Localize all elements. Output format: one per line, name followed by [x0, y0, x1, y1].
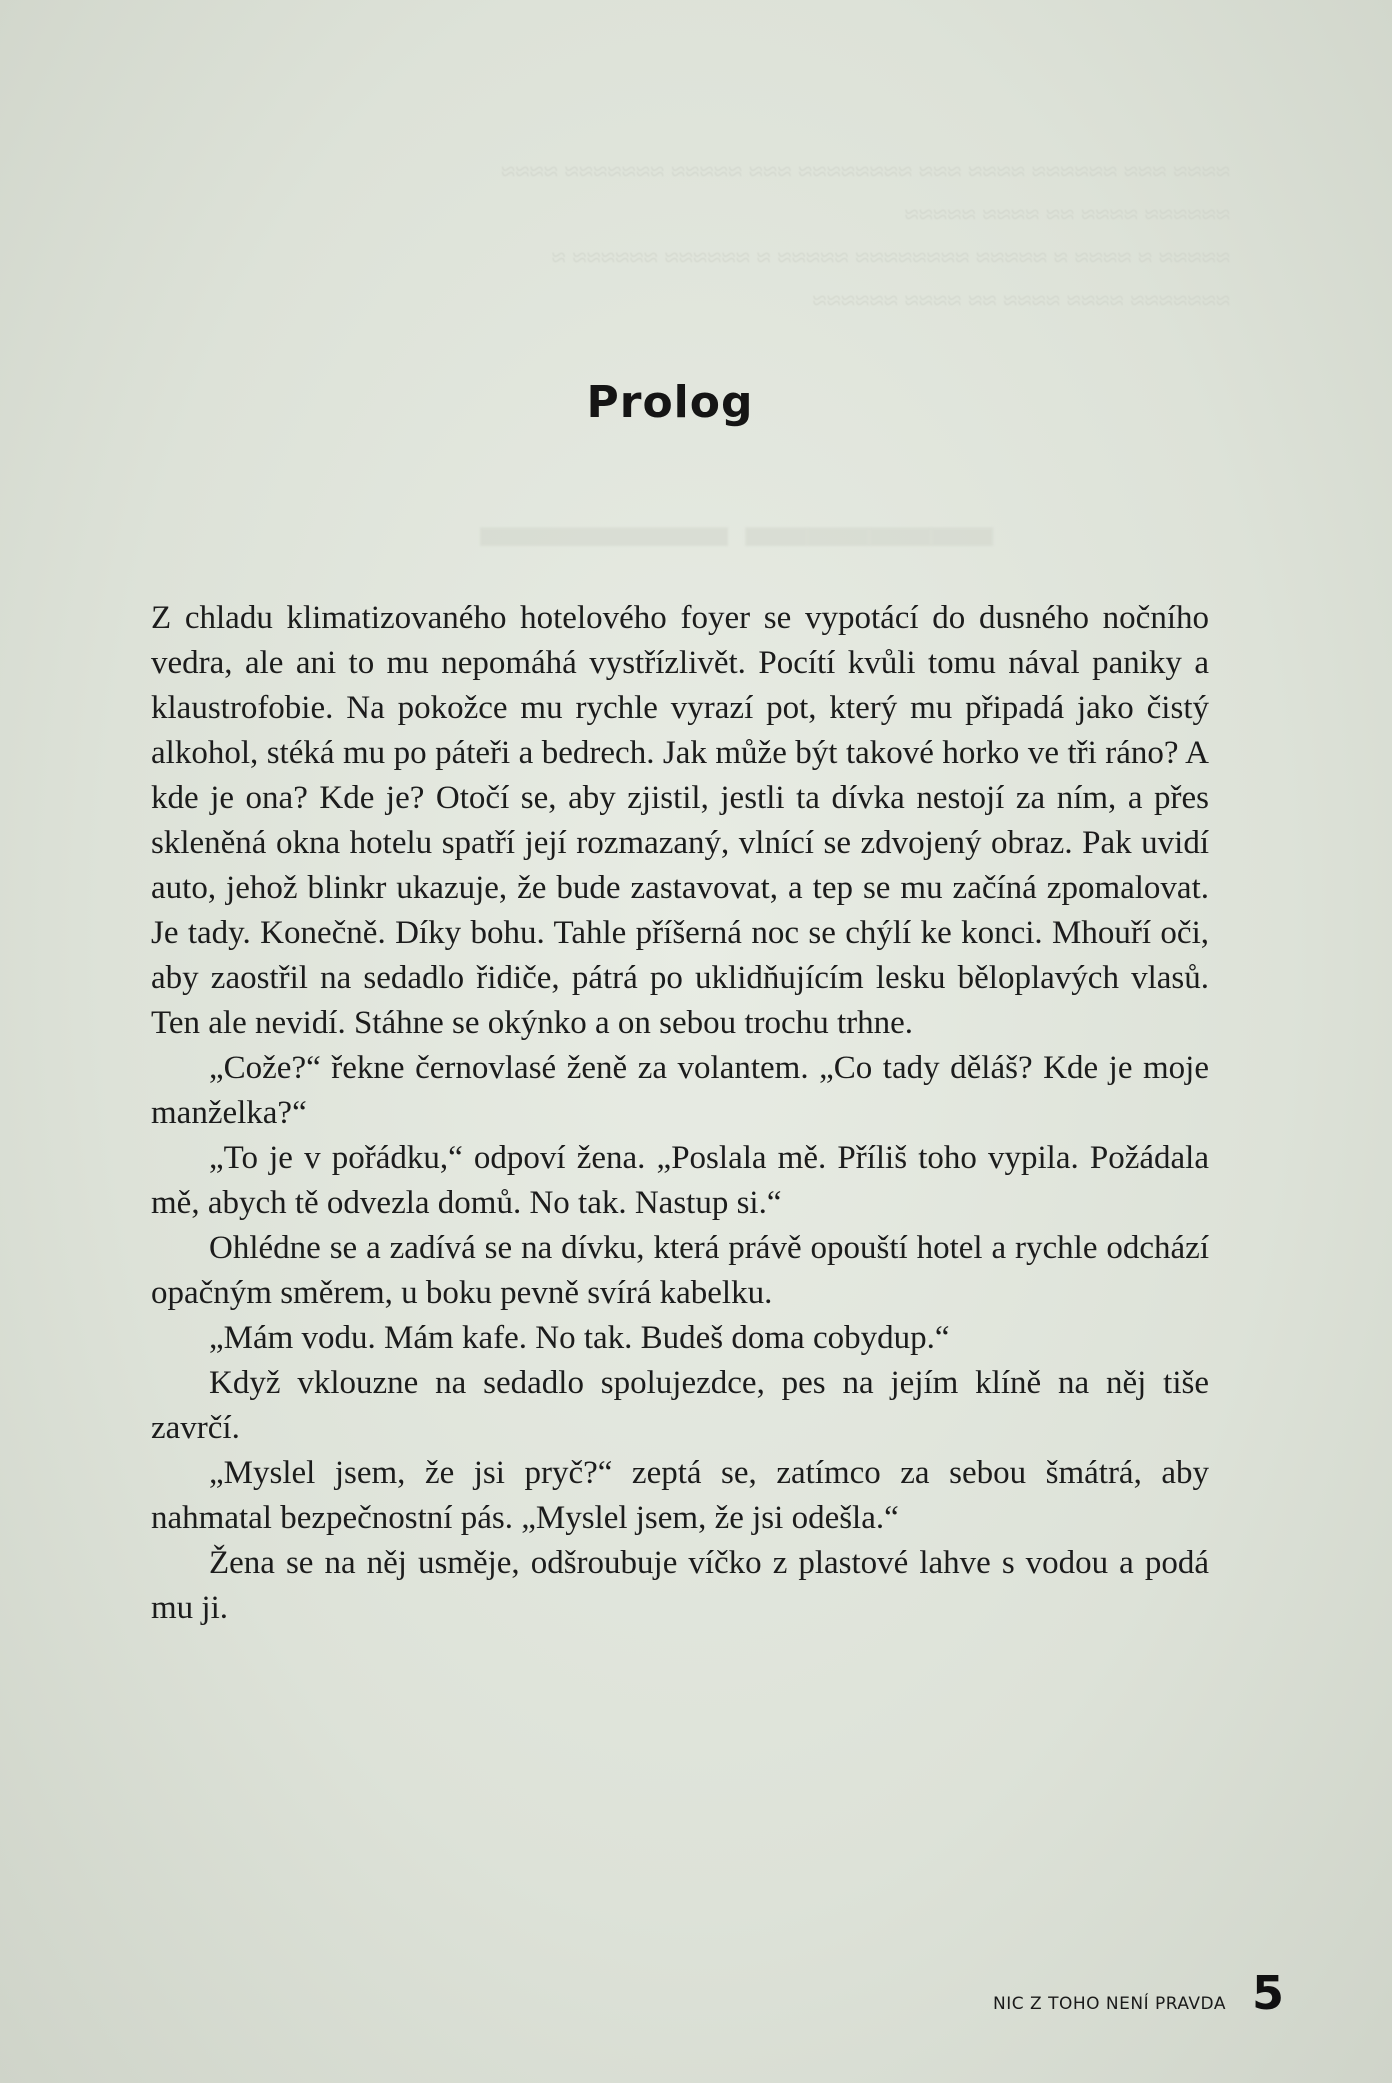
paragraph: „Myslel jsem, že jsi pryč?“ zeptá se, zatímco za sebou šmátrá, aby nahmatal bezpečnostní pás. „Myslel jsem, že jsi odešla.“	[151, 1455, 1209, 1536]
running-title: NIC Z TOHO NENÍ PRAVDA	[993, 1994, 1226, 2014]
show-through-heading-texture: ▬▬▬▬ ▬▬▬▬	[480, 491, 994, 560]
paragraph: Z chladu klimatizovaného hotelového foyer se vypotácí do dusného nočního vedra, ale ani to mu nepomáhá vystřízlivět. Pocítí kvůli tomu nával paniky a klaustrofobie. Na pokožce mu rychle vyrazí pot, který mu připadá jako čistý alkohol, stéká mu po páteři a bedrech. Jak může být takové horko ve tři ráno? A kde je ona? Kde je? Otočí se, aby zjistil, jestli ta dívka nestojí za ním, a přes skleněná okna hotelu spatří její rozmazaný, vlnící se zdvojený obraz. Pak uvidí auto, jehož blinkr ukazuje, že bude zastavovat, a tep se mu začíná zpomalovat. Je tady. Konečně. Díky bohu. Tahle příšerná noc se chýlí ke konci. Mhouří oči, aby zaostřil na sedadlo řidiče, pátrá po uklidňujícím lesku běloplavých vlasů. Ten ale nevidí. Stáhne se okýnko a on sebou trochu trhne.	[151, 600, 1209, 1041]
paragraph: „To je v pořádku,“ odpoví žena. „Poslala mě. Příliš toho vypila. Požádala mě, abych tě odvezla domů. No tak. Nastup si.“	[151, 1140, 1209, 1221]
show-through-texture: ≈≈≈≈ ≈≈≈ ≈≈≈≈≈≈ ≈≈≈≈ ≈≈≈ ≈≈≈≈≈≈≈≈ ≈≈≈ ≈≈≈≈≈ ≈≈≈≈≈≈≈ ≈≈≈≈ ≈≈≈≈≈≈ ≈≈≈≈ ≈≈ ≈≈≈≈ ≈≈≈≈≈ ≈≈≈≈≈ ≈ ≈≈≈≈ ≈ ≈≈≈≈≈ ≈≈≈≈≈≈≈≈ ≈≈≈≈≈ ≈ ≈≈≈≈≈≈ ≈≈≈≈≈≈ ≈ ≈≈≈≈≈≈≈ ≈≈≈≈ ≈≈≈≈ ≈≈ ≈≈≈≈ ≈≈≈≈≈≈	[500, 157, 1230, 315]
paragraph: „Mám vodu. Mám kafe. No tak. Budeš doma cobydup.“	[209, 1320, 950, 1356]
paragraph: Žena se na něj usměje, odšroubuje víčko z plastové lahve s vodou a podá mu ji.	[151, 1545, 1209, 1626]
chapter-title: Prolog	[586, 377, 754, 429]
page-number: 5	[1251, 1966, 1284, 2020]
body-text	[151, 596, 1209, 1631]
page-footer	[993, 1966, 1284, 2020]
paragraph: Když vklouzne na sedadlo spolujezdce, pes na jejím klíně na něj tiše zavrčí.	[151, 1365, 1209, 1446]
paragraph: Ohlédne se a zadívá se na dívku, která právě opouští hotel a rychle odchází opačným směrem, u boku pevně svírá kabelku.	[151, 1230, 1209, 1311]
paragraph: „Cože?“ řekne černovlasé ženě za volantem. „Co tady děláš? Kde je moje manželka?“	[151, 1050, 1209, 1131]
